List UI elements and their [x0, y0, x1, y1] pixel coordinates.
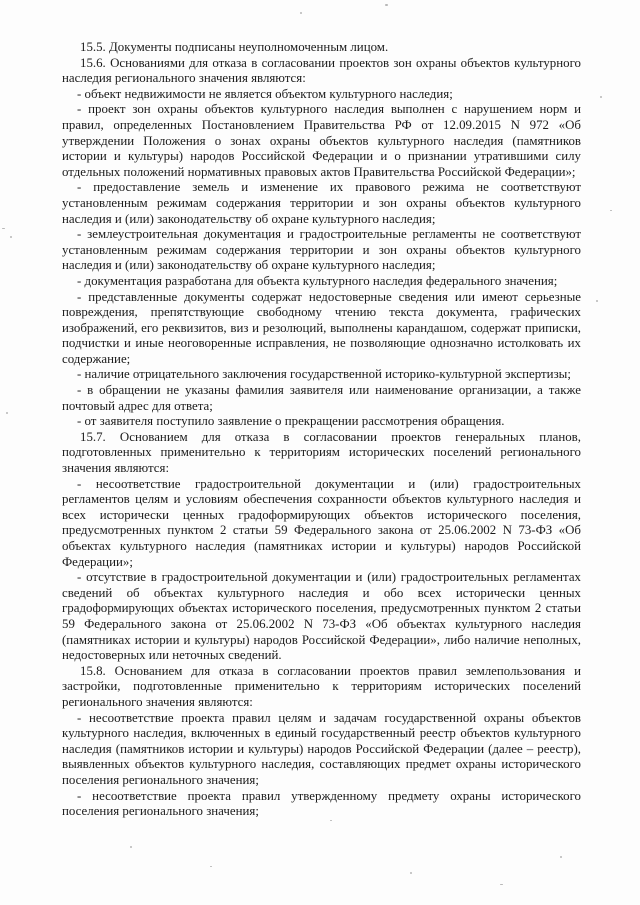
scan-speck [210, 866, 212, 867]
scan-speck [10, 236, 12, 238]
scan-speck [2, 228, 5, 229]
list-item: - документация разработана для объекта культурного наследия федерального значения; [77, 273, 558, 288]
scan-speck [385, 4, 388, 6]
scan-speck [596, 300, 598, 302]
scan-speck [330, 820, 332, 821]
list-item: - в обращении не указаны фамилия заявителя или наименование организации, а также почтовый адрес для ответа; [62, 383, 581, 413]
list-item: - несоответствие проекта правил целям и задачам государственной охраны объектов культурного наследия, включенных в единый государственный реестр объектов культурного наследия (памятников истории и культуры) народов Российской Федерации (далее – реестр), выявленных объектов культурного наследия, составляющих предмет охраны исторического поселения регионального значения; [62, 710, 581, 787]
list-item: - отсутствие в градостроительной документации и (или) градостроительных регламентах сведений об объектах культурного наследия и обо всех исторически ценных градоформирующих объектах исторического поселения, предусмотренных пунктом 2 статьи 59 Федерального закона от 25.06.2002 N 73-ФЗ «Об объектах культурного наследия (памятниках истории и культуры) народов Российской Федерации», либо наличие неполных, недостоверных или неточных сведений. [62, 570, 581, 663]
scan-speck [500, 884, 503, 885]
scan-speck [6, 412, 8, 414]
list-item: - несоответствие проекта правил утвержденному предмету охраны исторического поселения регионального значения; [62, 788, 581, 819]
list-item: - объект недвижимости не является объектом культурного наследия; [77, 86, 453, 101]
scan-speck [600, 96, 602, 98]
list-item: - наличие отрицательного заключения государственной историко-культурной экспертизы; [77, 367, 571, 382]
scan-speck [300, 12, 302, 14]
list-item: - проект зон охраны объектов культурного наследия выполнен с нарушением норм и правил, определенных Постановлением Правительства РФ от 12.09.2015 N 972 «Об утверждении Положения о зонах охраны объектов культурного наследия (памятников истории и культуры) народов Российской Федерации и о признании утратившими силу отдельных положений нормативных правовых актов Правительства Российской Федерации»; [62, 102, 581, 179]
document-body [62, 40, 581, 820]
paragraph-15-7: 15.7. Основанием для отказа в согласовании проектов генеральных планов, подготовленных применительно к территориям исторических поселений регионального значения являются: [62, 429, 581, 476]
scan-speck [130, 846, 132, 848]
list-item: - предоставление земель и изменение их правового режима не соответствуют установленным режимам содержания территории и зон охраны объектов культурного наследия и (или) законодательству об охране культурного наследия; [62, 180, 581, 226]
list-item: - землеустроительная документация и градостроительные регламенты не соответствуют установленным режимам содержания территории и зон охраны объектов культурного наследия и (или) законодательству об охране культурного наследия; [62, 227, 581, 273]
paragraph-15-6: 15.6. Основаниями для отказа в согласовании проектов зон охраны объектов культурного наследия регионального значения являются: [62, 55, 581, 86]
list-item: - представленные документы содержат недостоверные сведения или имеют серьезные повреждения, препятствующие свободному чтению текста документа, графических изображений, его реквизитов, виз и резолюций, выполнены карандашом, содержат приписки, подчистки и иные неоговоренные исправления, не позволяющие однозначно истолковать их содержание; [62, 289, 581, 366]
scan-speck [610, 210, 612, 211]
list-item: - от заявителя поступило заявление о прекращении рассмотрения обращения. [77, 414, 505, 429]
scan-speck [410, 872, 412, 874]
paragraph-15-8: 15.8. Основанием для отказа в согласовании проектов правил землепользования и застройки, подготовленные применительно к территориям исторических поселений регионального значения являются: [62, 663, 581, 709]
paragraph-15-5: 15.5. Документы подписаны неуполномоченным лицом. [80, 40, 389, 54]
list-item: - несоответствие градостроительной документации и (или) градостроительных регламентов целям и условиям обеспечения сохранности объектов культурного наследия и всех исторически ценных градоформирующих объектов исторического поселения, предусмотренных пунктом 2 статьи 59 Федерального закона от 25.06.2002 N 73-ФЗ «Об объектах культурного наследия (памятниках истории и культуры) народов Российской Федерации»; [62, 476, 581, 569]
scan-speck [560, 856, 562, 858]
